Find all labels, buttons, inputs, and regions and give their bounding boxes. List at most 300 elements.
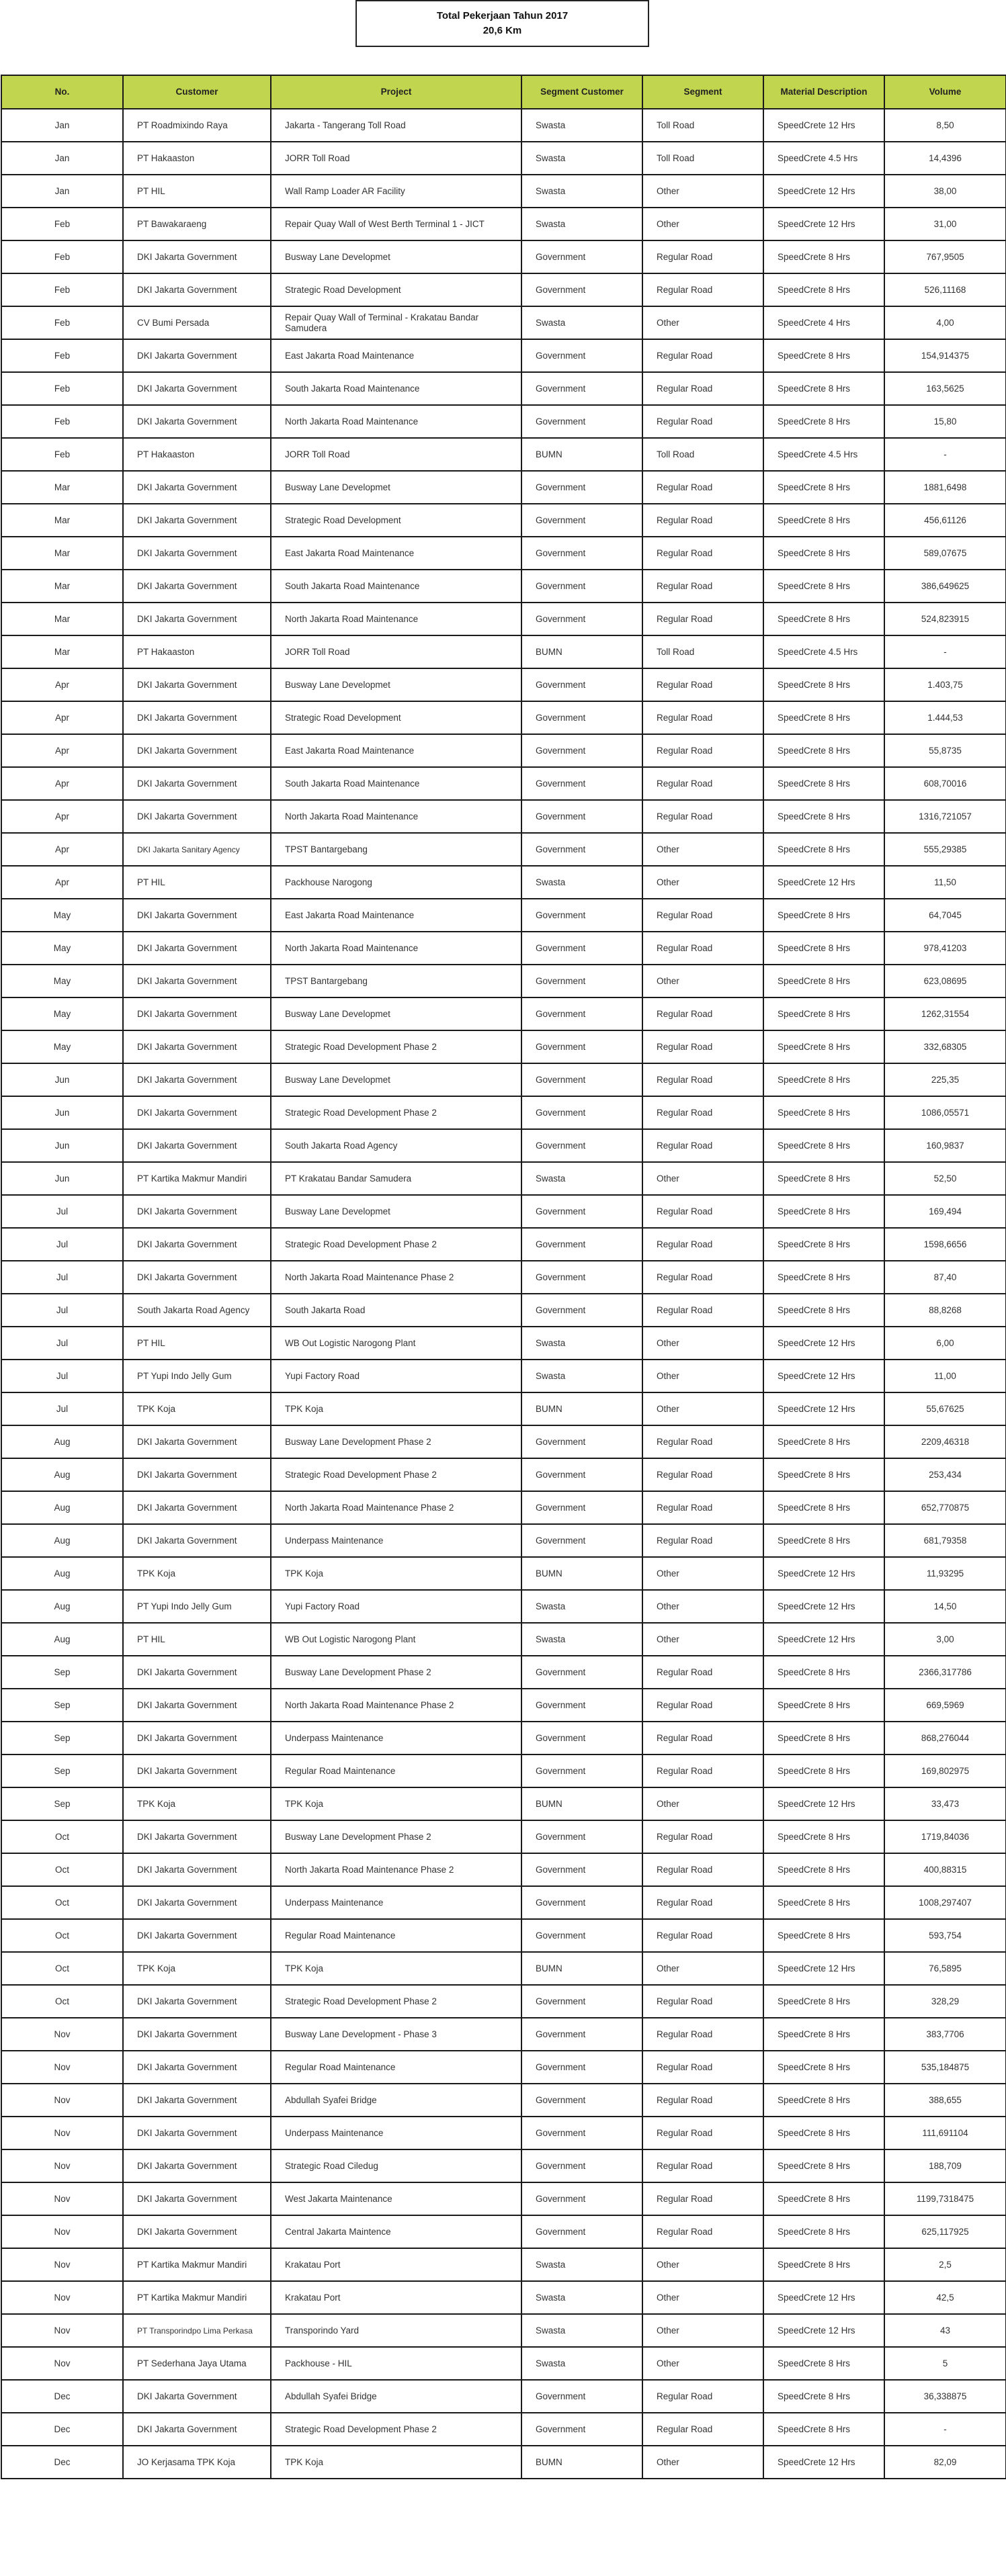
cell-month: Mar: [1, 635, 123, 668]
cell-material: SpeedCrete 8 Hrs: [763, 1096, 884, 1129]
cell-volume: 1.403,75: [884, 668, 1006, 701]
cell-customer: CV Bumi Persada: [123, 306, 271, 339]
table-row: [1, 1294, 1006, 1327]
cell-material: SpeedCrete 8 Hrs: [763, 2051, 884, 2084]
cell-segment: Regular Road: [642, 1524, 763, 1557]
cell-material: SpeedCrete 4.5 Hrs: [763, 142, 884, 175]
cell-material: SpeedCrete 8 Hrs: [763, 1886, 884, 1919]
cell-month: Dec: [1, 2446, 123, 2479]
cell-segment-customer: Government: [521, 1458, 642, 1491]
cell-material: SpeedCrete 8 Hrs: [763, 1755, 884, 1787]
table-row: [1, 701, 1006, 734]
cell-customer: DKI Jakarta Government: [123, 1030, 271, 1063]
cell-material: SpeedCrete 8 Hrs: [763, 504, 884, 537]
cell-segment-customer: Government: [521, 2380, 642, 2413]
cell-month: Nov: [1, 2117, 123, 2149]
cell-volume: 163,5625: [884, 372, 1006, 405]
table-row: [1, 1491, 1006, 1524]
cell-segment: Other: [642, 1162, 763, 1195]
cell-segment: Regular Road: [642, 2149, 763, 2182]
cell-volume: 1719,84036: [884, 1820, 1006, 1853]
table-row: [1, 1063, 1006, 1096]
cell-segment-customer: Government: [521, 1425, 642, 1458]
cell-project: East Jakarta Road Maintenance: [271, 339, 521, 372]
table-row: [1, 1689, 1006, 1722]
cell-segment-customer: Government: [521, 372, 642, 405]
cell-segment: Regular Road: [642, 1689, 763, 1722]
table-row: [1, 997, 1006, 1030]
cell-customer: DKI Jakarta Government: [123, 734, 271, 767]
cell-segment-customer: Government: [521, 668, 642, 701]
cell-segment: Regular Road: [642, 997, 763, 1030]
cell-segment: Other: [642, 1787, 763, 1820]
cell-project: Strategic Road Development Phase 2: [271, 1458, 521, 1491]
cell-customer: DKI Jakarta Government: [123, 405, 271, 438]
cell-segment-customer: Government: [521, 471, 642, 504]
cell-volume: 169,494: [884, 1195, 1006, 1228]
header-customer: Customer: [123, 75, 271, 109]
table-row: [1, 1195, 1006, 1228]
cell-volume: 1.444,53: [884, 701, 1006, 734]
cell-material: SpeedCrete 8 Hrs: [763, 603, 884, 635]
cell-material: SpeedCrete 12 Hrs: [763, 2446, 884, 2479]
cell-segment: Other: [642, 965, 763, 997]
table-row: [1, 1886, 1006, 1919]
cell-month: Nov: [1, 2051, 123, 2084]
cell-customer: DKI Jakarta Government: [123, 1491, 271, 1524]
cell-material: SpeedCrete 8 Hrs: [763, 899, 884, 932]
cell-segment-customer: Government: [521, 504, 642, 537]
cell-customer: DKI Jakarta Government: [123, 1261, 271, 1294]
cell-volume: -: [884, 635, 1006, 668]
cell-volume: 55,8735: [884, 734, 1006, 767]
cell-volume: 1199,7318475: [884, 2182, 1006, 2215]
cell-segment-customer: Government: [521, 2018, 642, 2051]
cell-month: Aug: [1, 1590, 123, 1623]
cell-segment-customer: Swasta: [521, 109, 642, 142]
cell-project: Strategic Road Development Phase 2: [271, 1030, 521, 1063]
cell-volume: 524,823915: [884, 603, 1006, 635]
cell-material: SpeedCrete 12 Hrs: [763, 1392, 884, 1425]
cell-material: SpeedCrete 8 Hrs: [763, 405, 884, 438]
cell-material: SpeedCrete 12 Hrs: [763, 1623, 884, 1656]
table-row: [1, 2281, 1006, 2314]
cell-volume: 111,691104: [884, 2117, 1006, 2149]
cell-segment: Other: [642, 833, 763, 866]
cell-segment-customer: Swasta: [521, 2248, 642, 2281]
cell-month: Apr: [1, 734, 123, 767]
cell-segment-customer: Government: [521, 1030, 642, 1063]
table-row: [1, 1360, 1006, 1392]
cell-customer: DKI Jakarta Government: [123, 570, 271, 603]
cell-segment-customer: Government: [521, 2051, 642, 2084]
cell-volume: 154,914375: [884, 339, 1006, 372]
cell-volume: 386,649625: [884, 570, 1006, 603]
cell-project: West Jakarta Maintenance: [271, 2182, 521, 2215]
cell-material: SpeedCrete 8 Hrs: [763, 1656, 884, 1689]
table-row: [1, 1425, 1006, 1458]
cell-segment-customer: Government: [521, 1886, 642, 1919]
table-row: [1, 438, 1006, 471]
cell-segment: Other: [642, 2314, 763, 2347]
table-row: [1, 1557, 1006, 1590]
cell-project: TPK Koja: [271, 1557, 521, 1590]
cell-month: Feb: [1, 240, 123, 273]
cell-customer: DKI Jakarta Government: [123, 1129, 271, 1162]
cell-volume: 681,79358: [884, 1524, 1006, 1557]
cell-customer: DKI Jakarta Government: [123, 767, 271, 800]
header-project: Project: [271, 75, 521, 109]
cell-material: SpeedCrete 8 Hrs: [763, 997, 884, 1030]
table-row: [1, 734, 1006, 767]
cell-project: Busway Lane Developmet: [271, 1063, 521, 1096]
cell-volume: 767,9505: [884, 240, 1006, 273]
cell-material: SpeedCrete 8 Hrs: [763, 2215, 884, 2248]
cell-segment: Regular Road: [642, 570, 763, 603]
cell-material: SpeedCrete 8 Hrs: [763, 1261, 884, 1294]
cell-volume: 456,61126: [884, 504, 1006, 537]
cell-project: South Jakarta Road Maintenance: [271, 372, 521, 405]
cell-customer: TPK Koja: [123, 1952, 271, 1985]
cell-segment-customer: Government: [521, 965, 642, 997]
cell-segment: Other: [642, 1327, 763, 1360]
table-row: [1, 866, 1006, 899]
cell-customer: PT Yupi Indo Jelly Gum: [123, 1360, 271, 1392]
cell-month: Mar: [1, 471, 123, 504]
cell-volume: 383,7706: [884, 2018, 1006, 2051]
cell-segment: Other: [642, 1360, 763, 1392]
cell-project: TPST Bantargebang: [271, 833, 521, 866]
cell-material: SpeedCrete 8 Hrs: [763, 1458, 884, 1491]
cell-month: Oct: [1, 1853, 123, 1886]
cell-material: SpeedCrete 12 Hrs: [763, 2281, 884, 2314]
cell-project: North Jakarta Road Maintenance Phase 2: [271, 1853, 521, 1886]
cell-segment-customer: Swasta: [521, 175, 642, 208]
cell-customer: DKI Jakarta Government: [123, 240, 271, 273]
cell-project: Underpass Maintenance: [271, 2117, 521, 2149]
cell-segment: Regular Road: [642, 2051, 763, 2084]
cell-material: SpeedCrete 12 Hrs: [763, 1557, 884, 1590]
cell-month: Jun: [1, 1129, 123, 1162]
cell-segment-customer: Government: [521, 339, 642, 372]
cell-project: JORR Toll Road: [271, 142, 521, 175]
cell-customer: DKI Jakarta Government: [123, 1425, 271, 1458]
header-volume: Volume: [884, 75, 1006, 109]
table-row: [1, 668, 1006, 701]
cell-segment: Regular Road: [642, 1096, 763, 1129]
cell-segment: Other: [642, 1623, 763, 1656]
cell-customer: DKI Jakarta Government: [123, 372, 271, 405]
cell-customer: DKI Jakarta Government: [123, 997, 271, 1030]
cell-project: North Jakarta Road Maintenance: [271, 603, 521, 635]
cell-segment-customer: Government: [521, 1656, 642, 1689]
cell-material: SpeedCrete 4.5 Hrs: [763, 438, 884, 471]
table-row: [1, 2380, 1006, 2413]
cell-segment-customer: Government: [521, 2117, 642, 2149]
cell-segment-customer: BUMN: [521, 2446, 642, 2479]
cell-segment-customer: Government: [521, 2413, 642, 2446]
cell-project: East Jakarta Road Maintenance: [271, 537, 521, 570]
cell-month: Aug: [1, 1491, 123, 1524]
cell-material: SpeedCrete 8 Hrs: [763, 1524, 884, 1557]
cell-project: Busway Lane Development - Phase 3: [271, 2018, 521, 2051]
cell-customer: DKI Jakarta Government: [123, 1886, 271, 1919]
table-row: [1, 1656, 1006, 1689]
cell-material: SpeedCrete 4.5 Hrs: [763, 635, 884, 668]
cell-volume: 82,09: [884, 2446, 1006, 2479]
cell-segment: Regular Road: [642, 1886, 763, 1919]
cell-project: TPK Koja: [271, 1392, 521, 1425]
cell-volume: 225,35: [884, 1063, 1006, 1096]
cell-segment-customer: Swasta: [521, 866, 642, 899]
cell-month: Feb: [1, 372, 123, 405]
cell-segment: Regular Road: [642, 240, 763, 273]
cell-segment: Regular Road: [642, 1129, 763, 1162]
cell-customer: DKI Jakarta Government: [123, 603, 271, 635]
cell-month: Sep: [1, 1755, 123, 1787]
cell-material: SpeedCrete 4 Hrs: [763, 306, 884, 339]
cell-project: Regular Road Maintenance: [271, 1919, 521, 1952]
cell-segment: Regular Road: [642, 701, 763, 734]
cell-volume: 1881,6498: [884, 471, 1006, 504]
cell-project: East Jakarta Road Maintenance: [271, 899, 521, 932]
table-row: [1, 306, 1006, 339]
cell-customer: DKI Jakarta Government: [123, 1228, 271, 1261]
cell-project: Busway Lane Developmet: [271, 668, 521, 701]
cell-segment: Toll Road: [642, 142, 763, 175]
cell-month: Jul: [1, 1195, 123, 1228]
cell-customer: DKI Jakarta Government: [123, 1820, 271, 1853]
table-row: [1, 570, 1006, 603]
cell-segment-customer: Government: [521, 2215, 642, 2248]
cell-project: Busway Lane Developmet: [271, 997, 521, 1030]
cell-project: Strategic Road Development Phase 2: [271, 1985, 521, 2018]
cell-segment-customer: Government: [521, 2149, 642, 2182]
cell-volume: 4,00: [884, 306, 1006, 339]
cell-volume: 625,117925: [884, 2215, 1006, 2248]
cell-segment-customer: Government: [521, 1294, 642, 1327]
cell-material: SpeedCrete 12 Hrs: [763, 2314, 884, 2347]
cell-customer: DKI Jakarta Government: [123, 537, 271, 570]
cell-customer: DKI Jakarta Sanitary Agency: [123, 833, 271, 866]
cell-project: WB Out Logistic Narogong Plant: [271, 1623, 521, 1656]
cell-project: Busway Lane Development Phase 2: [271, 1656, 521, 1689]
cell-material: SpeedCrete 8 Hrs: [763, 1491, 884, 1524]
cell-segment-customer: Government: [521, 767, 642, 800]
table-row: [1, 405, 1006, 438]
cell-segment-customer: Government: [521, 1228, 642, 1261]
cell-month: May: [1, 997, 123, 1030]
table-row: [1, 2018, 1006, 2051]
cell-customer: DKI Jakarta Government: [123, 668, 271, 701]
table-row: [1, 2314, 1006, 2347]
cell-segment: Other: [642, 2446, 763, 2479]
cell-volume: -: [884, 438, 1006, 471]
cell-month: Jun: [1, 1096, 123, 1129]
cell-customer: DKI Jakarta Government: [123, 899, 271, 932]
table-row: [1, 537, 1006, 570]
cell-material: SpeedCrete 8 Hrs: [763, 1129, 884, 1162]
cell-customer: DKI Jakarta Government: [123, 1853, 271, 1886]
cell-volume: 188,709: [884, 2149, 1006, 2182]
cell-volume: 14,50: [884, 1590, 1006, 1623]
table-row: [1, 240, 1006, 273]
cell-volume: 2,5: [884, 2248, 1006, 2281]
table-row: [1, 1327, 1006, 1360]
cell-material: SpeedCrete 8 Hrs: [763, 2117, 884, 2149]
cell-segment-customer: Swasta: [521, 1590, 642, 1623]
cell-segment: Regular Road: [642, 668, 763, 701]
cell-segment: Regular Road: [642, 405, 763, 438]
cell-month: Nov: [1, 2281, 123, 2314]
table-row: [1, 2117, 1006, 2149]
header-no: No.: [1, 75, 123, 109]
cell-customer: PT HIL: [123, 175, 271, 208]
cell-material: SpeedCrete 8 Hrs: [763, 833, 884, 866]
cell-project: Strategic Road Ciledug: [271, 2149, 521, 2182]
cell-customer: DKI Jakarta Government: [123, 1458, 271, 1491]
cell-material: SpeedCrete 12 Hrs: [763, 1360, 884, 1392]
cell-segment: Toll Road: [642, 438, 763, 471]
cell-segment: Regular Road: [642, 734, 763, 767]
cell-customer: DKI Jakarta Government: [123, 1755, 271, 1787]
cell-project: Busway Lane Development Phase 2: [271, 1425, 521, 1458]
cell-segment: Regular Road: [642, 471, 763, 504]
table-row: [1, 1853, 1006, 1886]
cell-material: SpeedCrete 8 Hrs: [763, 1195, 884, 1228]
cell-month: May: [1, 932, 123, 965]
cell-volume: 42,5: [884, 2281, 1006, 2314]
cell-customer: PT Bawakaraeng: [123, 208, 271, 240]
cell-project: South Jakarta Road Maintenance: [271, 570, 521, 603]
table-row: [1, 142, 1006, 175]
cell-customer: South Jakarta Road Agency: [123, 1294, 271, 1327]
cell-customer: JO Kerjasama TPK Koja: [123, 2446, 271, 2479]
table-row: [1, 1787, 1006, 1820]
cell-segment-customer: Swasta: [521, 208, 642, 240]
cell-segment-customer: Government: [521, 537, 642, 570]
cell-material: SpeedCrete 8 Hrs: [763, 2084, 884, 2117]
cell-material: SpeedCrete 8 Hrs: [763, 537, 884, 570]
cell-project: JORR Toll Road: [271, 635, 521, 668]
work-table: [1, 75, 1006, 2479]
cell-material: SpeedCrete 8 Hrs: [763, 1162, 884, 1195]
cell-volume: 31,00: [884, 208, 1006, 240]
cell-volume: 52,50: [884, 1162, 1006, 1195]
cell-customer: DKI Jakarta Government: [123, 2117, 271, 2149]
table-row: [1, 372, 1006, 405]
table-row: [1, 833, 1006, 866]
cell-month: May: [1, 1030, 123, 1063]
cell-customer: PT Kartika Makmur Mandiri: [123, 2248, 271, 2281]
table-row: [1, 965, 1006, 997]
cell-segment: Regular Road: [642, 2084, 763, 2117]
cell-volume: 3,00: [884, 1623, 1006, 1656]
cell-segment-customer: Government: [521, 833, 642, 866]
cell-volume: -: [884, 2413, 1006, 2446]
table-row: [1, 1755, 1006, 1787]
cell-month: May: [1, 899, 123, 932]
cell-material: SpeedCrete 8 Hrs: [763, 1030, 884, 1063]
cell-month: Mar: [1, 537, 123, 570]
cell-project: Repair Quay Wall of Terminal - Krakatau Bandar Samudera: [271, 306, 521, 339]
cell-material: SpeedCrete 8 Hrs: [763, 339, 884, 372]
cell-customer: DKI Jakarta Government: [123, 2380, 271, 2413]
report-title: Total Pekerjaan Tahun 2017: [436, 10, 569, 21]
cell-segment-customer: Government: [521, 800, 642, 833]
cell-segment: Regular Road: [642, 1228, 763, 1261]
cell-volume: 332,68305: [884, 1030, 1006, 1063]
cell-month: Mar: [1, 504, 123, 537]
table-row: [1, 1030, 1006, 1063]
cell-project: Packhouse - HIL: [271, 2347, 521, 2380]
table-row: [1, 1129, 1006, 1162]
cell-month: Sep: [1, 1656, 123, 1689]
cell-material: SpeedCrete 12 Hrs: [763, 175, 884, 208]
cell-volume: 14,4396: [884, 142, 1006, 175]
cell-segment: Regular Road: [642, 1458, 763, 1491]
cell-volume: 5: [884, 2347, 1006, 2380]
cell-month: Jul: [1, 1327, 123, 1360]
cell-customer: PT HIL: [123, 866, 271, 899]
cell-segment-customer: Government: [521, 240, 642, 273]
cell-segment: Regular Road: [642, 1985, 763, 2018]
cell-segment: Regular Road: [642, 1491, 763, 1524]
cell-segment-customer: Government: [521, 273, 642, 306]
cell-material: SpeedCrete 8 Hrs: [763, 1294, 884, 1327]
cell-material: SpeedCrete 8 Hrs: [763, 932, 884, 965]
cell-customer: DKI Jakarta Government: [123, 1689, 271, 1722]
cell-project: Krakatau Port: [271, 2248, 521, 2281]
cell-month: Apr: [1, 767, 123, 800]
cell-volume: 1008,297407: [884, 1886, 1006, 1919]
cell-volume: 400,88315: [884, 1853, 1006, 1886]
cell-volume: 253,434: [884, 1458, 1006, 1491]
cell-customer: TPK Koja: [123, 1787, 271, 1820]
cell-month: Jan: [1, 142, 123, 175]
cell-project: Underpass Maintenance: [271, 1886, 521, 1919]
cell-customer: DKI Jakarta Government: [123, 1985, 271, 2018]
cell-volume: 623,08695: [884, 965, 1006, 997]
table-row: [1, 2413, 1006, 2446]
cell-project: Strategic Road Development Phase 2: [271, 1096, 521, 1129]
cell-volume: 526,11168: [884, 273, 1006, 306]
cell-customer: PT Yupi Indo Jelly Gum: [123, 1590, 271, 1623]
cell-material: SpeedCrete 8 Hrs: [763, 1689, 884, 1722]
cell-project: Yupi Factory Road: [271, 1590, 521, 1623]
cell-material: SpeedCrete 8 Hrs: [763, 2182, 884, 2215]
cell-segment: Other: [642, 2347, 763, 2380]
cell-month: Jul: [1, 1392, 123, 1425]
cell-customer: PT Hakaaston: [123, 438, 271, 471]
cell-volume: 1598,6656: [884, 1228, 1006, 1261]
cell-customer: DKI Jakarta Government: [123, 339, 271, 372]
cell-volume: 6,00: [884, 1327, 1006, 1360]
cell-customer: DKI Jakarta Government: [123, 2084, 271, 2117]
cell-customer: DKI Jakarta Government: [123, 1919, 271, 1952]
cell-month: Mar: [1, 570, 123, 603]
cell-project: North Jakarta Road Maintenance Phase 2: [271, 1491, 521, 1524]
cell-month: Feb: [1, 273, 123, 306]
cell-segment: Other: [642, 306, 763, 339]
cell-segment: Regular Road: [642, 1820, 763, 1853]
cell-month: Apr: [1, 833, 123, 866]
cell-customer: DKI Jakarta Government: [123, 2215, 271, 2248]
cell-project: TPK Koja: [271, 2446, 521, 2479]
cell-volume: 388,655: [884, 2084, 1006, 2117]
cell-segment-customer: Swasta: [521, 2347, 642, 2380]
cell-material: SpeedCrete 12 Hrs: [763, 1952, 884, 1985]
